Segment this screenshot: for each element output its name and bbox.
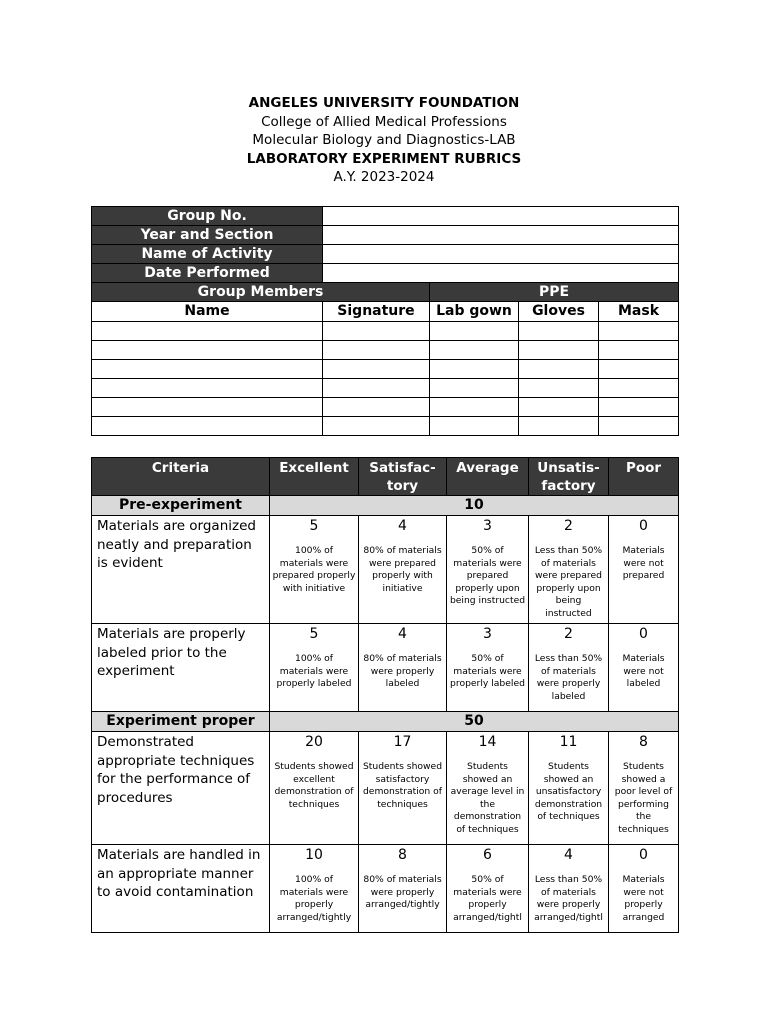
satisfactory-header-line: tory [386,478,419,494]
member-lab-gown-field[interactable] [430,321,519,340]
college-name: College of Allied Medical Professions [261,113,507,130]
ppe-label: PPE [430,283,679,302]
score-description: 100% of materials were properly arranged/tightly [276,874,352,923]
member-row [92,378,679,397]
score-value: 17 [393,734,412,750]
score-value: 8 [639,734,648,750]
year-section-field[interactable] [323,226,679,245]
score-description: Students showed excellent demonstration of techniques [274,761,354,810]
lab-gown-column-header: Lab gown [430,302,519,321]
rubric-row [92,845,679,933]
score-cell [359,516,447,624]
score-value: 11 [559,734,578,750]
section-total: 10 [270,496,679,516]
member-lab-gown-field[interactable] [430,397,519,416]
score-cell [609,732,679,845]
section-total: 50 [270,712,679,732]
score-description: Less than 50% of materials were properly arranged/tightl [534,874,603,923]
score-value: 3 [483,518,492,534]
member-name-field[interactable] [92,340,323,359]
score-value: 2 [564,626,573,642]
score-description: 100% of materials were prepared properly with initiative [272,545,356,594]
member-row [92,359,679,378]
satisfactory-header [359,458,447,496]
group-members-label: Group Members [92,283,430,302]
group-info-table [91,206,679,436]
section-name: Experiment proper [92,712,270,732]
course-name: Molecular Biology and Diagnostics-LAB [252,132,516,149]
date-label: Date Performed [92,264,323,283]
year-section-label: Year and Section [92,226,323,245]
unsatisfactory-header-line: factory [541,478,596,494]
member-name-field[interactable] [92,378,323,397]
member-mask-field[interactable] [599,378,679,397]
excellent-header-line: Excellent [279,460,349,476]
member-gloves-field[interactable] [519,397,599,416]
unsatisfactory-header-line: Unsatis- [537,460,600,476]
member-mask-field[interactable] [599,417,679,436]
activity-field[interactable] [323,245,679,264]
member-mask-field[interactable] [599,397,679,416]
score-description: 50% of materials were properly arranged/tightl [453,874,522,923]
rubric-row [92,732,679,845]
member-name-field[interactable] [92,397,323,416]
score-description: 100% of materials were properly labeled [276,653,352,690]
activity-label: Name of Activity [92,245,323,264]
criteria-cell: Demonstrated appropriate techniques for the performance of procedures [92,732,270,845]
score-value: 4 [398,626,407,642]
score-cell [609,624,679,712]
poor-header [609,458,679,496]
score-value: 5 [309,626,319,642]
member-gloves-field[interactable] [519,321,599,340]
gloves-column-header: Gloves [519,302,599,321]
score-cell [270,516,359,624]
score-value: 0 [639,847,648,863]
member-signature-field[interactable] [323,359,430,378]
score-cell [359,624,447,712]
score-value: 10 [305,847,323,863]
member-row [92,321,679,340]
group-no-field[interactable] [323,207,679,226]
score-description: Students showed a poor level of performing the techniques [614,761,673,835]
score-cell [529,516,609,624]
score-cell [447,516,529,624]
member-lab-gown-field[interactable] [430,340,519,359]
member-name-field[interactable] [92,359,323,378]
score-value: 5 [309,518,319,534]
poor-header-line: Poor [625,460,662,476]
criteria-cell: Materials are handled in an appropriate manner to avoid contamination [92,845,270,933]
score-description: 50% of materials were prepared properly upon being instructed [449,545,526,607]
score-description: 80% of materials were prepared properly with initiative [363,545,442,594]
member-lab-gown-field[interactable] [430,378,519,397]
member-lab-gown-field[interactable] [430,359,519,378]
score-cell [609,516,679,624]
member-rows [92,321,679,436]
score-description: Less than 50% of materials were properly labeled [534,653,603,702]
score-cell [529,732,609,845]
score-description: Materials were not properly arranged [622,874,665,923]
score-cell [447,845,529,933]
score-description: Materials were not prepared [622,545,665,582]
score-cell [447,624,529,712]
member-gloves-field[interactable] [519,340,599,359]
score-value: 3 [483,626,492,642]
member-row [92,340,679,359]
score-description: Students showed satisfactory demonstration of techniques [362,761,443,810]
section-name: Pre-experiment [92,496,270,516]
member-mask-field[interactable] [599,340,679,359]
score-description: 50% of materials were properly labeled [450,653,525,690]
member-signature-field[interactable] [323,417,430,436]
score-description: Less than 50% of materials were prepared properly upon being instructed [534,545,603,619]
unsatisfactory-header [529,458,609,496]
score-description: Students showed an unsatisfactory demonstration of techniques [534,761,603,823]
average-header-line: Average [456,460,519,476]
member-signature-field[interactable] [323,397,430,416]
group-no-label: Group No. [92,207,323,226]
member-signature-field[interactable] [323,321,430,340]
score-value: 0 [639,518,648,534]
score-cell [359,845,447,933]
score-cell [529,845,609,933]
section-row [92,496,679,516]
score-cell [609,845,679,933]
score-value: 6 [483,847,492,863]
score-value: 8 [398,847,407,863]
member-row [92,417,679,436]
member-name-field[interactable] [92,321,323,340]
criteria-header-line: Criteria [151,460,210,476]
satisfactory-header-line: Satisfac- [369,460,436,476]
document-header [0,94,768,187]
member-gloves-field[interactable] [519,378,599,397]
mask-column-header: Mask [599,302,679,321]
criteria-cell: Materials are organized neatly and preparation is evident [92,516,270,624]
document-title: LABORATORY EXPERIMENT RUBRICS [246,150,522,167]
score-description: Students showed an average level in the demonstration of techniques [450,761,525,835]
member-gloves-field[interactable] [519,417,599,436]
rubric-row [92,624,679,712]
member-lab-gown-field[interactable] [430,417,519,436]
member-mask-field[interactable] [599,359,679,378]
member-gloves-field[interactable] [519,359,599,378]
rubric-header-row [92,458,679,496]
score-value: 0 [639,626,648,642]
score-value: 4 [564,847,573,863]
average-header [447,458,529,496]
member-signature-field[interactable] [323,378,430,397]
excellent-header [270,458,359,496]
academic-year: A.Y. 2023-2024 [333,169,435,186]
rubric-row [92,516,679,624]
score-description: Materials were not labeled [622,653,665,690]
date-field[interactable] [323,264,679,283]
score-value: 4 [398,518,407,534]
score-cell [270,732,359,845]
signature-column-header: Signature [323,302,430,321]
member-name-field[interactable] [92,417,323,436]
name-column-header: Name [92,302,323,321]
member-row [92,397,679,416]
university-name: ANGELES UNIVERSITY FOUNDATION [248,95,520,111]
score-cell [270,845,359,933]
section-row [92,712,679,732]
score-cell [270,624,359,712]
score-value: 20 [305,734,323,750]
score-value: 2 [564,518,573,534]
score-cell [529,624,609,712]
score-cell [447,732,529,845]
member-mask-field[interactable] [599,321,679,340]
member-signature-field[interactable] [323,340,430,359]
rubric-table [91,457,679,933]
criteria-cell: Materials are properly labeled prior to the experiment [92,624,270,712]
score-value: 14 [478,734,497,750]
score-cell [359,732,447,845]
criteria-header [92,458,270,496]
score-description: 80% of materials were properly arranged/tightly [363,874,442,911]
score-description: 80% of materials were properly labeled [363,653,442,690]
